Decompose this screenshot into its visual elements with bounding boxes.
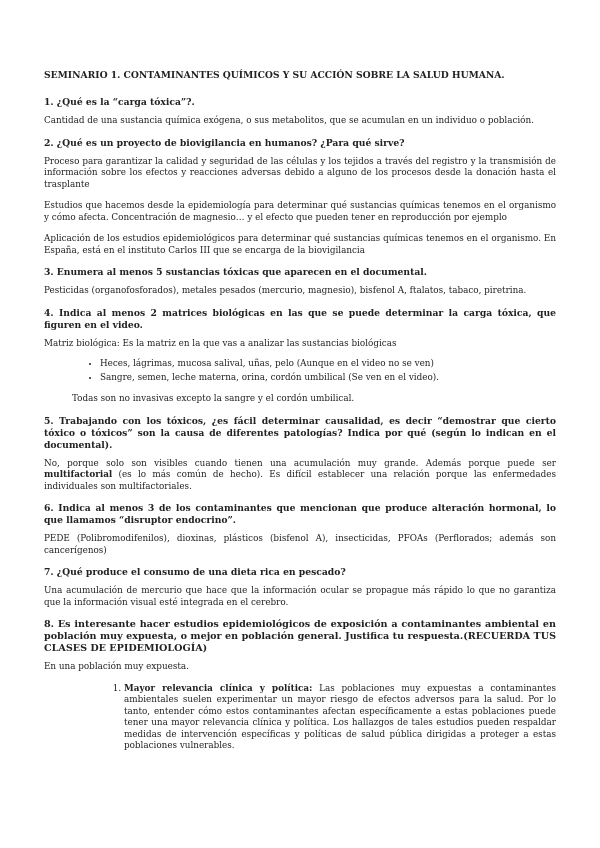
question-3: 3. Enumera al menos 5 sustancias tóxicas que aparecen en el documental.	[44, 267, 427, 278]
answer-5-text-end: (es lo más común de hecho). Es difícil establecer una relación porque las enfermedades individuales son multifactoriales.	[44, 470, 556, 492]
list-item-text: Las poblaciones muy expuestas a contaminantes ambientales suelen experimentar un mayor riesgo de efectos adversos para la salud. Por lo tanto, entender cómo estos contaminantes afectan específicamente a estas poblaciones puede tener una mayor relevancia clínica y política. Los hallazgos de tales estudios pueden respaldar medidas de intervención específicas y políticas de salud pública dirigidas a proteger a estas poblaciones vulnerables.	[124, 683, 556, 751]
question-6: 6. Indica al menos 3 de los contaminantes que mencionan que produce alteración hormonal, lo que llamamos “disruptor endocrino”.	[44, 503, 556, 526]
answer-4-intro: Matriz biológica: Es la matriz en la que vas a analizar las sustancias biológicas	[44, 338, 397, 349]
list-item: • Heces, lágrimas, mucosa salival, uñas, pelo (Aunque en el video no se ven)	[100, 359, 556, 371]
question-1: 1. ¿Qué es la “carga tóxica”?.	[44, 97, 195, 108]
answer-7: Una acumulación de mercurio que hace que la información ocular se propague más rápido lo que no garantiza que la información visual esté integrada en el cerebro.	[44, 586, 556, 608]
answer-5-text-start: No, porque solo son visibles cuando tienen una acumulación muy grande. Además porque puede ser	[44, 458, 556, 469]
list-item-heading: Mayor relevancia clínica y política:	[124, 683, 313, 694]
answer-3: Pesticidas (organofosforados), metales pesados (mercurio, magnesio), bisfenol A, ftalatos, tabaco, piretrina.	[44, 286, 527, 296]
answer-5	[44, 459, 556, 494]
answer-1: Cantidad de una sustancia química exógena, o sus metabolitos, que se acumulan en un individuo o población.	[44, 116, 534, 126]
question-4: 4. Indica al menos 2 matrices biológicas en las que se puede determinar la carga tóxica, que figuren en el video.	[44, 307, 556, 331]
list-item	[124, 684, 556, 753]
question-8: 8. Es interesante hacer estudios epidemiológicos de exposición a contaminantes ambiental en población muy expuesta, o mejor en población general. Justifica tu respuesta.(RECUERDA TUS CLASES DE EPIDEMIOLOGÍA)	[44, 619, 556, 654]
question-2: 2. ¿Qué es un proyecto de biovigilancia en humanos? ¿Para qué sirve?	[44, 137, 405, 149]
answer-6: PEDE (Polibromodifenilos), dioxinas, plásticos (bisfenol A), insecticidas, PFOAs (Perflorados; además son cancerígenos)	[44, 534, 556, 556]
answer-2-paragraph-1: Proceso para garantizar la calidad y seguridad de las células y los tejidos a través del registro y la transmisión de información sobre los efectos y reacciones adversas debido a alguno de los procesos desde la donación hasta el trasplante	[44, 156, 556, 190]
question-5: 5. Trabajando con los tóxicos, ¿es fácil determinar causalidad, es decir “demostrar que cierto tóxico o tóxicos” son la causa de diferentes patologías? Indica por qué (según lo indican en el documental).	[44, 415, 556, 451]
answer-4-bullet-list	[44, 359, 556, 384]
answer-4-note: Todas son no invasivas excepto la sangre y el cordón umbilical.	[72, 394, 355, 404]
answer-2-paragraph-2: Estudios que hacemos desde la epidemiología para determinar qué sustancias químicas tenemos en el organismo y cómo afecta. Concentración de magnesio… y el efecto que pueden tener en reproducción por ejemplo	[44, 201, 556, 223]
answer-5-bold-term: multifactorial	[44, 470, 113, 480]
answer-8-numbered-list	[44, 684, 556, 753]
answer-2-paragraph-3: Aplicación de los estudios epidemiológicos para determinar qué sustancias químicas tenemos en el organismo. En España, está en el instituto Carlos III que se encarga de la biovigilancia	[44, 234, 556, 256]
question-7: 7. ¿Qué produce el consumo de una dieta rica en pescado?	[44, 567, 346, 578]
list-item: • Sangre, semen, leche materna, orina, cordón umbilical (Se ven en el video).	[100, 373, 556, 385]
answer-8: En una población muy expuesta.	[44, 662, 189, 672]
document-title: SEMINARIO 1. CONTAMINANTES QUÍMICOS Y SU ACCIÓN SOBRE LA SALUD HUMANA.	[44, 70, 505, 81]
